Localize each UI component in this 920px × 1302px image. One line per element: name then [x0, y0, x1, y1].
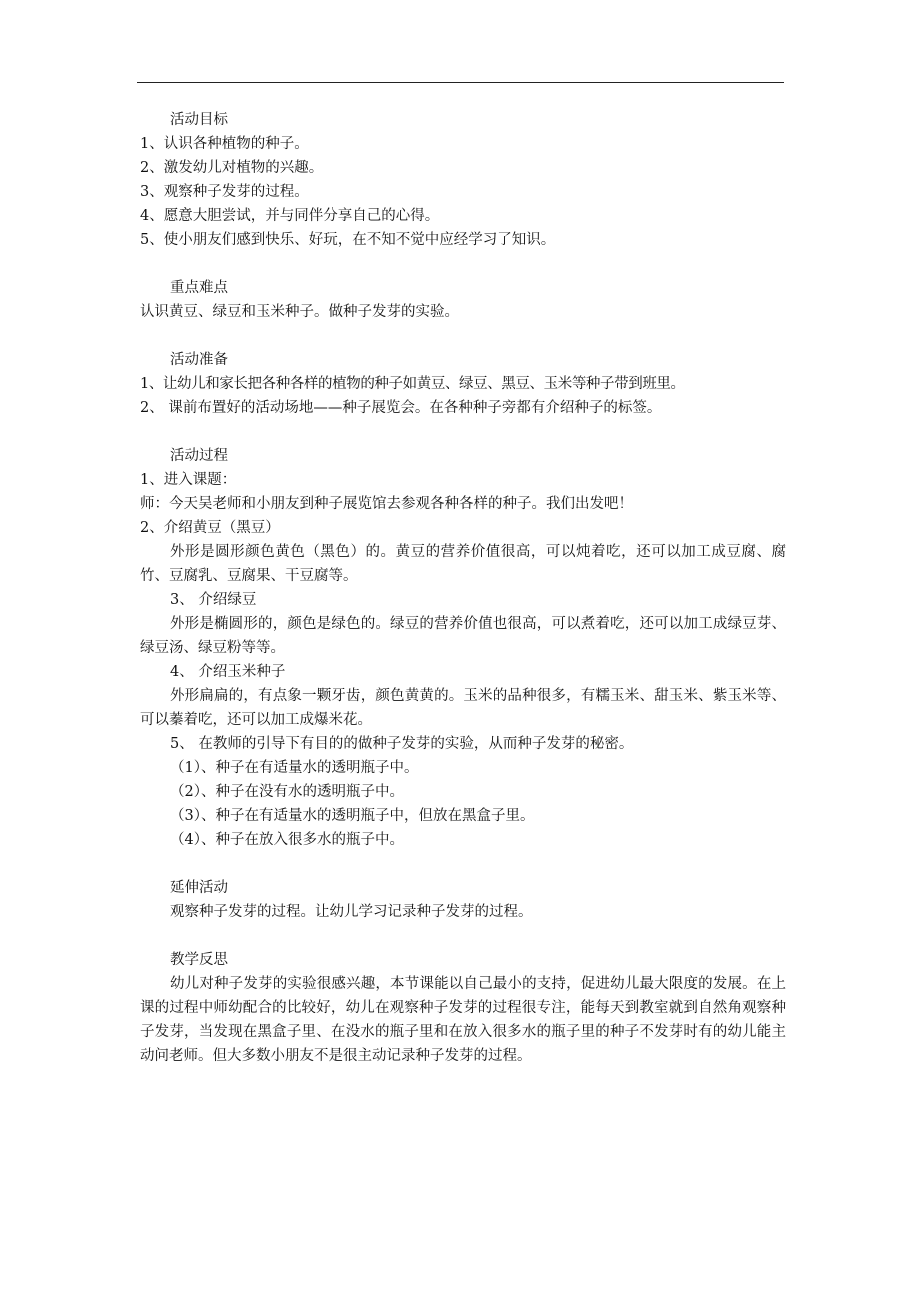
section-preparation — [140, 348, 786, 420]
list-item: （4）、种子在放入很多水的瓶子中。 — [170, 832, 404, 848]
step-heading: 3、 介绍绿豆 — [170, 592, 257, 608]
list-item: 3、观察种子发芽的过程。 — [140, 184, 309, 200]
paragraph: 幼儿对种子发芽的实验很感兴趣，本节课能以自己最小的支持，促进幼儿最大限度的发展。在上课的过程中师幼配合的比较好，幼儿在观察种子发芽的过程很专注，能每天到教室就到自然角观察种子发芽，当发现在黑盒子里、在没水的瓶子里和在放入很多水的瓶子里的种子不发芽时有的幼儿能主动问老师。但大多数小朋友不是很主动记录种子发芽的过程。 — [140, 976, 786, 1064]
list-item: 2、激发幼儿对植物的兴趣。 — [140, 160, 324, 176]
paragraph: 外形是圆形颜色黄色（黑色）的。黄豆的营养价值很高，可以炖着吃，还可以加工成豆腐、腐竹、豆腐乳、豆腐果、干豆腐等。 — [140, 544, 786, 584]
list-item: 5、使小朋友们感到快乐、好玩，在不知不觉中应经学习了知识。 — [140, 232, 556, 248]
list-item: 1、认识各种植物的种子。 — [140, 136, 309, 152]
section-key-points — [140, 276, 786, 324]
list-item: （2）、种子在没有水的透明瓶子中。 — [170, 784, 404, 800]
step-heading: 5、 在教师的引导下有目的的做种子发芽的实验，从而种子发芽的秘密。 — [170, 736, 634, 752]
paragraph: 认识黄豆、绿豆和玉米种子。做种子发芽的实验。 — [140, 304, 459, 320]
section-goals — [140, 108, 786, 252]
step-heading: 2、介绍黄豆（黑豆） — [140, 520, 280, 536]
document-body — [140, 108, 786, 1092]
paragraph: 观察种子发芽的过程。让幼儿学习记录种子发芽的过程。 — [170, 904, 533, 920]
list-item: （3）、种子在有适量水的透明瓶子中，但放在黑盒子里。 — [170, 808, 535, 824]
section-heading: 重点难点 — [170, 280, 228, 296]
list-item: （1）、种子在有适量水的透明瓶子中。 — [170, 760, 419, 776]
paragraph: 外形是椭圆形的，颜色是绿色的。绿豆的营养价值也很高，可以煮着吃，还可以加工成绿豆芽、绿豆汤、绿豆粉等等。 — [140, 616, 786, 656]
section-reflection — [140, 948, 786, 1068]
section-heading: 延伸活动 — [170, 880, 228, 896]
section-heading: 活动过程 — [170, 448, 228, 464]
list-item: 1、让幼儿和家长把各种各样的植物的种子如黄豆、绿豆、黑豆、玉米等种子带到班里。 — [140, 376, 685, 392]
paragraph: 师：今天吴老师和小朋友到种子展览馆去参观各种各样的种子。我们出发吧！ — [140, 496, 633, 512]
section-heading: 教学反思 — [170, 952, 228, 968]
paragraph: 外形扁扁的，有点象一颗牙齿，颜色黄黄的。玉米的品种很多，有糯玉米、甜玉米、紫玉米等、可以蓁着吃，还可以加工成爆米花。 — [140, 688, 786, 728]
list-item: 2、 课前布置好的活动场地——种子展览会。在各种种子旁都有介绍种子的标签。 — [140, 400, 662, 416]
section-heading: 活动准备 — [170, 352, 228, 368]
list-item: 4、愿意大胆尝试，并与同伴分享自己的心得。 — [140, 208, 440, 224]
step-heading: 1、进入课题： — [140, 472, 237, 488]
header-rule — [137, 82, 784, 83]
section-extension — [140, 876, 786, 924]
section-process — [140, 444, 786, 852]
step-heading: 4、 介绍玉米种子 — [170, 664, 286, 680]
section-heading: 活动目标 — [170, 112, 228, 128]
